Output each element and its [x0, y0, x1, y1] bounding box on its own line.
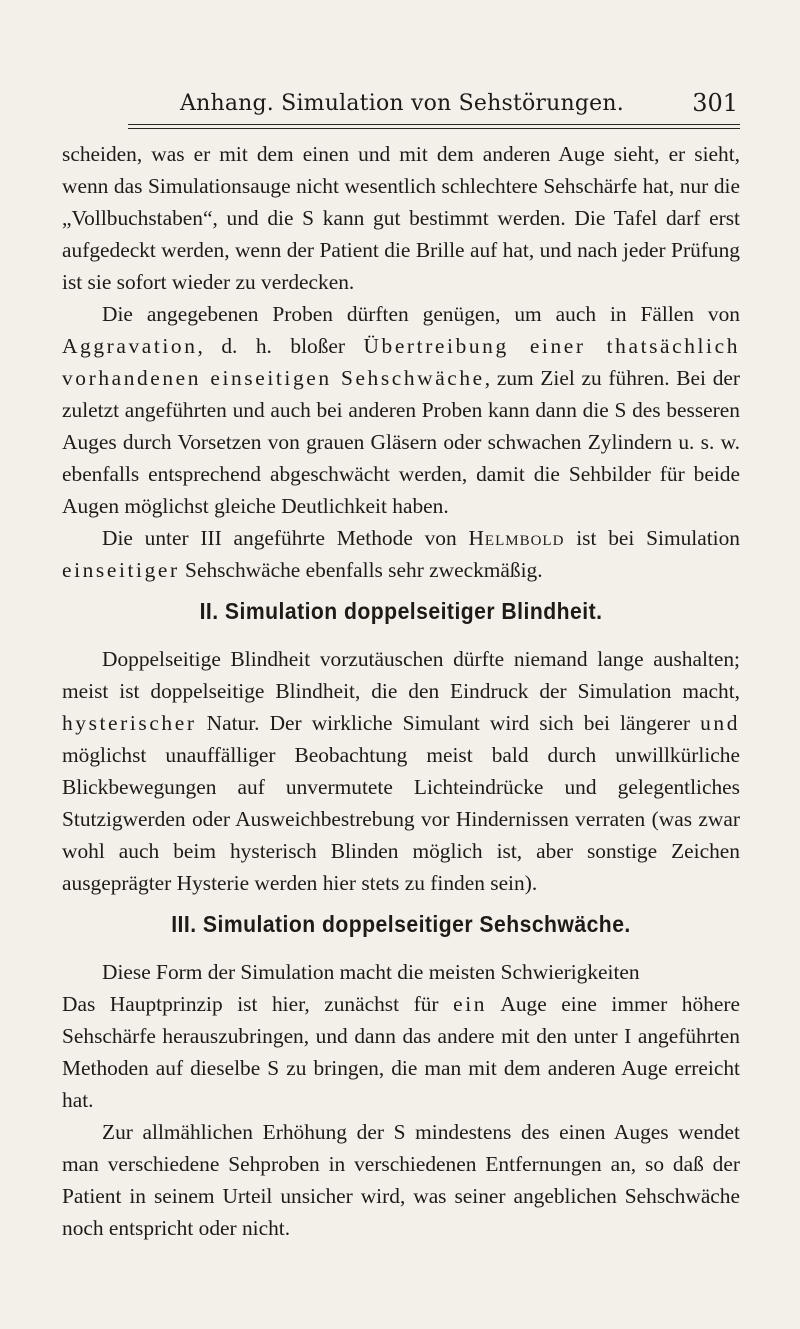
running-title: Anhang. Simulation von Sehstörungen. — [180, 90, 624, 116]
emphasis-einseitiger: einseitiger — [62, 558, 180, 582]
text-run: Doppelseitige Blindheit vorzutäuschen dürfte niemand lange aushalten; meist ist doppelseitige Blindheit, die den Eindruck der Simulation macht, — [62, 647, 740, 703]
emphasis-uebertreibung: Übertreibung einer thatsächlich vorhandenen einseitigen Sehschwäche — [62, 334, 740, 390]
text-run: möglichst unauffälliger Beobachtung meist bald durch unwillkürliche Blickbewegungen auf unvermutete Lichteindrücke und gelegentliches Stutzigwerden oder Ausweichbestrebung vor Hindernissen verraten (was zwar wohl auch beim hysterisch Blinden möglich ist, aber sonstige Zeichen ausgeprägter Hysterie werden hier stets zu finden sein). — [62, 743, 740, 895]
paragraph-helmbold — [62, 522, 740, 586]
header-rule — [128, 124, 740, 129]
emphasis-und: und — [700, 711, 740, 735]
text-run: , d. h. bloßer — [197, 334, 364, 358]
paragraph-hauptprinzip — [62, 988, 740, 1116]
paragraph-schwierigkeiten: Diese Form der Simulation macht die meisten Schwierigkeiten — [102, 960, 640, 984]
author-helmbold: Helmbold — [468, 526, 565, 550]
paragraph-blindheit — [62, 643, 740, 899]
text-run: Die angegebenen Proben dürften genügen, um auch in Fällen von — [102, 302, 740, 326]
paragraph-aggravation — [62, 298, 740, 522]
text-run: Das Hauptprinzip ist hier, zunächst für — [62, 992, 454, 1016]
emphasis-aggravation: Aggravation — [62, 334, 198, 358]
paragraph-erhoehung: Zur allmählichen Erhöhung der S mindestens des einen Auges wendet man verschiedene Sehproben in verschiedenen Entfernungen an, so daß der Patient in seinem Urteil unsicher wird, was seiner angeblichen Sehschwäche noch entspricht oder nicht. — [62, 1120, 740, 1240]
text-run: , zum Ziel zu führen. Bei der zuletzt angeführten und auch bei anderen Proben kann dann die S des besseren Auges durch Vorsetzen von grauen Gläsern oder schwachen Zylindern u. s. w. ebenfalls entsprechend abgeschwächt werden, damit die Sehbilder für beide Augen möglichst gleiche Deutlichkeit haben. — [62, 366, 741, 518]
section-heading-3: III. Simulation doppelseitiger Sehschwäche. — [171, 911, 631, 937]
emphasis-hysterischer: hysterischer — [62, 711, 197, 735]
section-heading-2: II. Simulation doppelseitiger Blindheit. — [199, 598, 603, 624]
page-number: 301 — [692, 89, 738, 117]
running-head — [180, 86, 738, 120]
page-body — [62, 138, 740, 1244]
text-run: Natur. Der wirkliche Simulant wird sich bei längerer — [196, 711, 701, 735]
text-run: Auge eine immer höhere Sehschärfe herauszubringen, und dann das andere mit den unter I angeführten Methoden auf dieselbe S zu bringen, die man mit dem anderen Auge erreicht hat. — [62, 992, 740, 1112]
text-run: Sehschwäche ebenfalls sehr zweckmäßig. — [179, 558, 543, 582]
emphasis-ein: ein — [453, 992, 488, 1016]
text-run: ist bei Simulation — [564, 526, 740, 550]
paragraph-continuation: scheiden, was er mit dem einen und mit dem anderen Auge sieht, er sieht, wenn das Simulationsauge nicht wesentlich schlechtere Sehschärfe hat, nur die „Vollbuchstaben“, und die S kann gut bestimmt werden. Die Tafel darf erst aufgedeckt werden, wenn der Patient die Brille auf hat, und nach jeder Prüfung ist sie sofort wieder zu verdecken. — [62, 142, 740, 294]
text-run: Die unter III angeführte Methode von — [102, 526, 469, 550]
